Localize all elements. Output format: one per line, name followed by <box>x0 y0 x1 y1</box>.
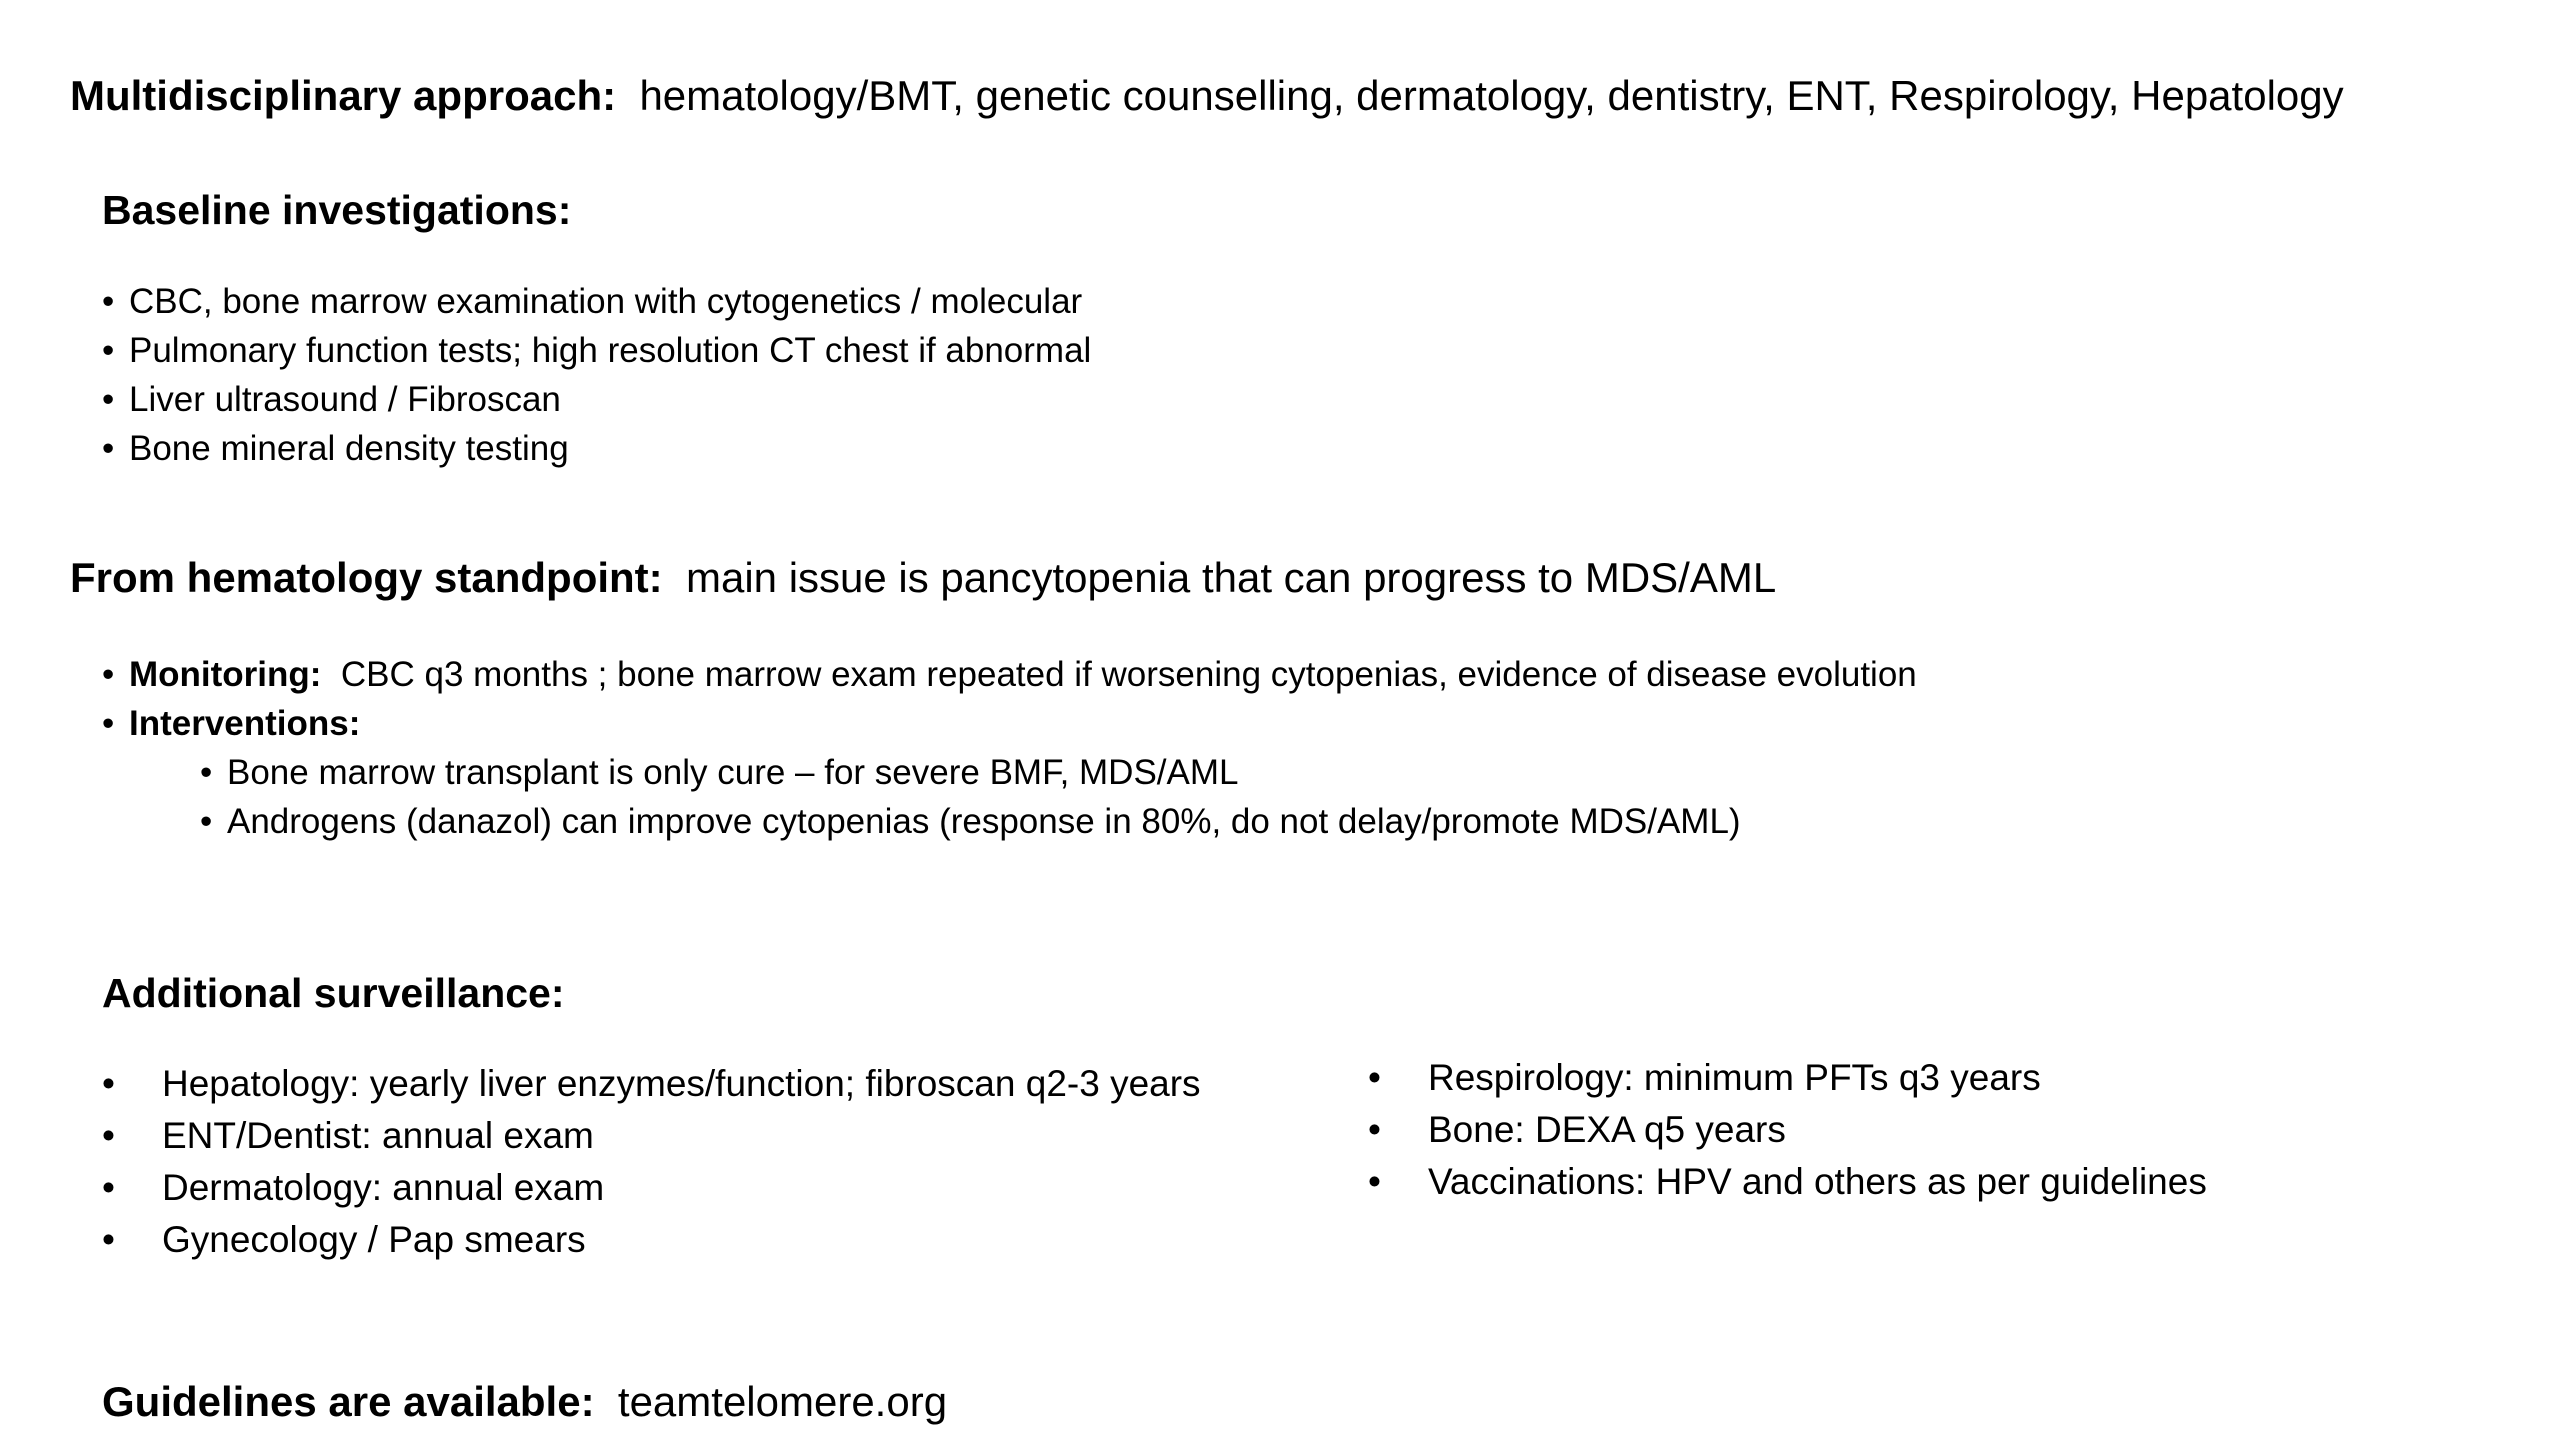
surveillance-right-list <box>1368 1052 2207 1208</box>
baseline-item-text: CBC, bone marrow examination with cytogenetics / molecular <box>129 282 1083 321</box>
surveillance-item-text: Respirology: minimum PFTs q3 years <box>1428 1057 2041 1098</box>
multidisciplinary-line <box>70 72 2344 120</box>
baseline-item-text: Bone mineral density testing <box>129 429 569 468</box>
surveillance-item-text: Bone: DEXA q5 years <box>1428 1109 1786 1150</box>
bullet-icon: • <box>102 1063 115 1104</box>
list-item <box>1368 1156 2207 1208</box>
intervention-text: Bone marrow transplant is only cure – for severe BMF, MDS/AML <box>227 753 1239 792</box>
guidelines-label: Guidelines are available: <box>102 1378 595 1425</box>
surveillance-item-text: Hepatology: yearly liver enzymes/function; fibroscan q2-3 years <box>162 1063 1201 1104</box>
list-item <box>1368 1052 2207 1104</box>
bullet-icon: • <box>102 380 115 419</box>
hematology-label: From hematology standpoint: <box>70 554 663 601</box>
list-item <box>102 1058 1201 1110</box>
interventions-label: Interventions: <box>129 704 361 743</box>
surveillance-item-text: Gynecology / Pap smears <box>162 1219 586 1260</box>
list-item <box>102 375 1091 424</box>
surveillance-item-text: ENT/Dentist: annual exam <box>162 1115 594 1156</box>
list-item <box>102 650 1917 699</box>
list-item <box>200 797 1741 846</box>
monitoring-label: Monitoring: <box>129 655 322 694</box>
list-item <box>102 1110 1201 1162</box>
interventions-list <box>200 748 1741 846</box>
intervention-text: Androgens (danazol) can improve cytopenias (response in 80%, do not delay/promote MDS/AML) <box>227 802 1741 841</box>
guidelines-line <box>102 1378 947 1426</box>
bullet-icon: • <box>102 704 115 743</box>
hematology-list <box>102 650 1917 748</box>
baseline-list <box>102 277 1091 473</box>
bullet-icon: • <box>102 331 115 370</box>
multidisciplinary-label: Multidisciplinary approach: <box>70 72 617 119</box>
list-item <box>102 277 1091 326</box>
surveillance-left-list <box>102 1058 1201 1266</box>
bullet-icon: • <box>200 802 213 841</box>
bullet-icon: • <box>102 1167 115 1208</box>
list-item <box>102 699 1917 748</box>
hematology-line <box>70 554 1776 602</box>
baseline-item-text: Pulmonary function tests; high resolution CT chest if abnormal <box>129 331 1092 370</box>
list-item <box>102 326 1091 375</box>
guidelines-link[interactable]: teamtelomere.org <box>617 1378 948 1425</box>
monitoring-text: CBC q3 months ; bone marrow exam repeated if worsening cytopenias, evidence of disease evolution <box>340 655 1917 694</box>
bullet-icon: • <box>1368 1057 1381 1098</box>
list-item <box>102 424 1091 473</box>
list-item <box>1368 1104 2207 1156</box>
surveillance-heading: Additional surveillance: <box>102 970 565 1016</box>
baseline-heading: Baseline investigations: <box>102 187 572 233</box>
bullet-icon: • <box>102 282 115 321</box>
bullet-icon: • <box>102 1115 115 1156</box>
multidisciplinary-text: hematology/BMT, genetic counselling, dermatology, dentistry, ENT, Respirology, Hepatology <box>639 72 2344 119</box>
bullet-icon: • <box>102 1219 115 1260</box>
list-item <box>102 1214 1201 1266</box>
bullet-icon: • <box>102 429 115 468</box>
list-item <box>102 1162 1201 1214</box>
bullet-icon: • <box>1368 1109 1381 1150</box>
surveillance-item-text: Dermatology: annual exam <box>162 1167 605 1208</box>
bullet-icon: • <box>200 753 213 792</box>
hematology-text: main issue is pancytopenia that can progress to MDS/AML <box>686 554 1777 601</box>
list-item <box>200 748 1741 797</box>
bullet-icon: • <box>1368 1161 1381 1202</box>
bullet-icon: • <box>102 655 115 694</box>
surveillance-item-text: Vaccinations: HPV and others as per guidelines <box>1428 1161 2207 1202</box>
baseline-item-text: Liver ultrasound / Fibroscan <box>129 380 561 419</box>
